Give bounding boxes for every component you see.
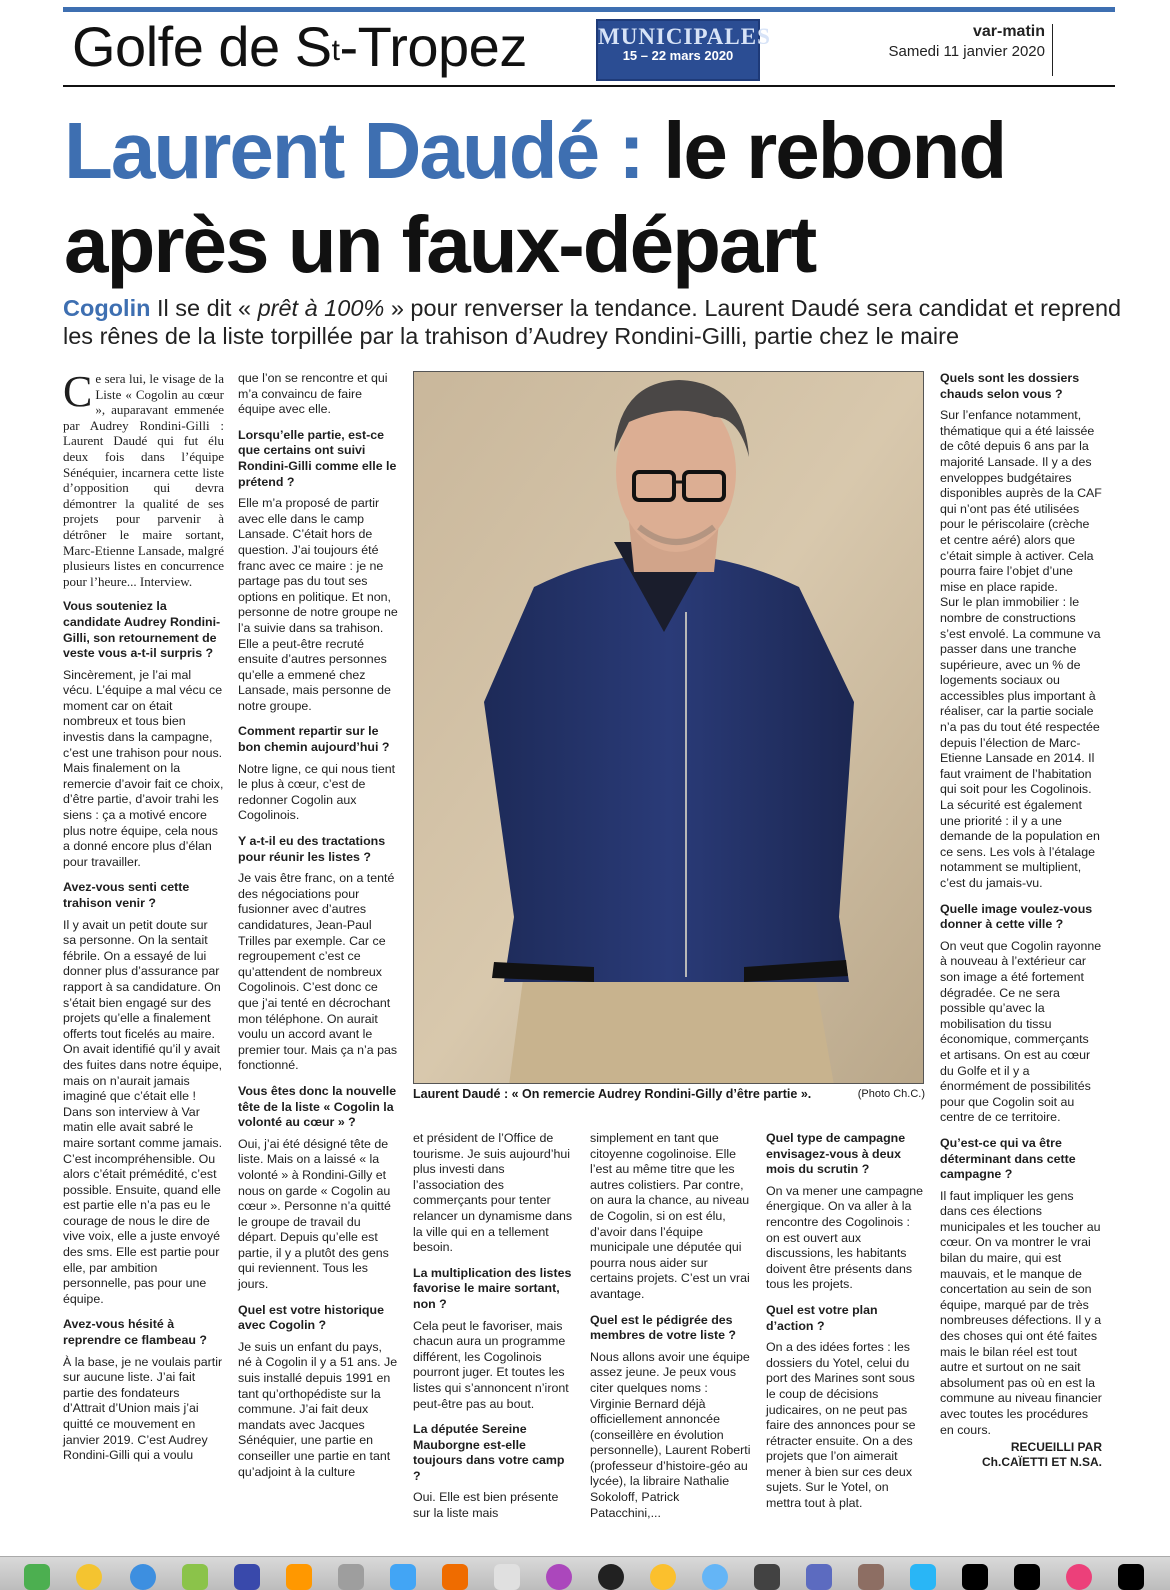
app-icon[interactable] — [546, 1564, 572, 1590]
os-dock — [0, 1556, 1170, 1590]
answer: À la base, je ne voulais partir sur aucune liste. J’ai fait partie des fondateurs d’Attrait d’Union mais j’ai quitté ce mouvement en janvier 2019. C’est Audrey Rondini-Gilli qui a voulu — [63, 1354, 223, 1463]
article-column-1 — [63, 367, 224, 1470]
question: Lorsqu’elle partie, est-ce que certains ont suivi Rondini-Gilli comme elle le prétend ? — [238, 427, 397, 489]
subheadline: Cogolin Il se dit « prêt à 100% » pour renverser la tendance. Laurent Daudé sera candidat et reprend les rênes de la liste torpillée par la trahison d’Audrey Rondini-Gilli, partie chez le maire — [63, 295, 1122, 349]
answer: que l’on se rencontre et qui m’a convaincu de faire équipe avec elle. — [238, 371, 388, 417]
app-icon[interactable] — [234, 1564, 260, 1590]
app-icon[interactable] — [130, 1564, 156, 1590]
answer: On veut que Cogolin rayonne à nouveau à l’extérieur car son image a été fortement dégradée. Ce ne sera possible qu’avec la mobilisation du tissu économique, commerçants et artisans. On est au cœur du Golfe et il y a énormément de possibilités pour que Cogolin soit au centre de ce territoire. — [940, 938, 1102, 1125]
badge-dates: 15 – 22 mars 2020 — [622, 48, 734, 63]
lead-paragraph: Ce sera lui, le visage de la Liste « Cogolin au cœur », auparavant emmenée par Audrey Rondini-Gilli : Laurent Daudé qui fut élu deux fois dans l’équipe Sénéquier, incarnera cette liste d’opposition qui devra démontrer la qualité de ses projets pour parvenir à détrôner le maire sortant, Marc-Etienne Lansade, malgré plusieurs listes en concurrence pour l’heure... Interview. — [63, 367, 224, 589]
app-icon[interactable] — [24, 1564, 50, 1590]
caption-text: Laurent Daudé : « On remercie Audrey Rondini-Gilly d’être partie ». — [413, 1087, 812, 1101]
byline: RECUEILLI PAR Ch.CAÏETTI ET N.SA. — [982, 1440, 1102, 1470]
app-icon[interactable] — [962, 1564, 988, 1590]
answer: Je suis un enfant du pays, né à Cogolin il y a 51 ans. Je suis installé depuis 1991 en tant qu’orthopédiste sur la commune. J’ai fait deux mandats avec Jacques Sénéquier, une partie en conseiller une partie en tant qu’adjoint à la culture — [238, 1339, 398, 1479]
headline — [64, 104, 1124, 292]
question: La députée Sereine Mauborgne est-elle toujours dans votre camp ? — [413, 1422, 565, 1483]
drop-cap: C — [63, 367, 93, 416]
app-icon[interactable] — [286, 1564, 312, 1590]
photo-credit: (Photo Ch.C.) — [857, 1088, 925, 1100]
app-icon[interactable] — [338, 1564, 364, 1590]
answer: Nous allons avoir une équipe assez jeune. Je peux vous citer quelques noms : Virginie Bernard déjà officiellement annoncée (conseillère en évolution personnelle), Laurent Roberti (professeur d’histoire-géo au lycée), la libraire Nathalie Sokoloff, Patrick Patacchini,... — [590, 1349, 751, 1520]
paper-name: var-matin — [972, 23, 1045, 40]
badge-title: MUNICIPALES — [598, 24, 771, 49]
article-column-3 — [413, 1131, 575, 1528]
answer: Il y avait un petit doute sur sa personne. On la sentait fébrile. On a essayé de lui donner plus d’assurance par rapport à sa candidature. On s’était bien engagé sur des projets qu’elle a finalement offerts tout ficelés au maire. On avait identifié qu’il y avait des fuites dans notre équipe, mais on n’aurait jamais imaginé que c’était elle ! Dans son interview à Var matin elle avait sabré le maire sortant comme jamais. C’est incompréhensible. Ou alors c’était prémédité, c’est possible. Ensuite, quand elle est partie elle n’a pas eu le courage de nous le dire de vive voix, elle a juste envoyé des sms. Elle est partie pour elle, par ambition personnelle, pas pour une équipe. — [63, 917, 223, 1306]
app-icon[interactable] — [182, 1564, 208, 1590]
question: Vous souteniez la candidate Audrey Rondini-Gilli, son retournement de veste vous a-t-il surpris ? — [63, 599, 221, 661]
question: Avez-vous hésité à reprendre ce flambeau ? — [63, 1317, 207, 1348]
app-icon[interactable] — [910, 1564, 936, 1590]
question: Quel est le pédigrée des membres de votre liste ? — [590, 1312, 736, 1343]
app-icon[interactable] — [754, 1564, 780, 1590]
headline-part1: le rebond — [663, 106, 1006, 195]
question: La multiplication des listes favorise le maire sortant, non ? — [413, 1265, 572, 1311]
question: Quelle image voulez-vous donner à cette ville ? — [940, 901, 1093, 932]
section-title: Golfe de $S^t$-Tropez — [72, 15, 527, 78]
question: Quel est votre plan d’action ? — [766, 1302, 878, 1333]
app-icon[interactable] — [1014, 1564, 1040, 1590]
answer: On a des idées fortes : les dossiers du Yotel, celui du port des Marines sont sous le coup de décisions judicaires, on ne peut pas faire des annonces pour se rétracter ensuite. On a des projets que l’on aimerait mener à bien sur ces deux sujets. Sur le Yotel, on mettra tout à plat. — [766, 1340, 916, 1511]
app-icon[interactable] — [1118, 1564, 1144, 1590]
answer: Cela peut le favoriser, mais chacun aura un programme différent, les Cogolinois pourront juger. Et toutes les listes qui s’annoncent n’iront peut-être pas au bout. — [413, 1318, 569, 1411]
question: Comment repartir sur le bon chemin aujourd’hui ? — [238, 724, 390, 755]
answer: Oui. Elle est bien présente sur la liste mais — [413, 1490, 559, 1521]
answer: Je vais être franc, on a tenté des négociations pour fusionner avec d’autres candidatures, Jean-Paul Trilles par exemple. Car ce regroupement c’est ce qu’attendent de nombreux Cogolinois. C’est donc ce que j’ai tenté en décrochant mon téléphone. On aurait voulu un accord avant le premier tour. Mais ça n’a pas fonctionné. — [238, 871, 398, 1073]
app-icon[interactable] — [390, 1564, 416, 1590]
question: Quel type de campagne envisagez-vous à deux mois du scrutin ? — [766, 1131, 906, 1177]
headline-name: Laurent Daudé : — [64, 106, 643, 195]
answer: simplement en tant que citoyenne cogolinoise. Elle l’est au même titre que les autres colistiers. Par contre, on aura la chance, au niveau de Cogolin, si on est élu, d’avoir dans l’équipe municipale une députée qui pourra nous aider sur certains projets. C’est un vrai avantage. — [590, 1131, 750, 1301]
photo-caption — [413, 1086, 925, 1102]
masthead — [889, 22, 1046, 62]
municipales-badge — [596, 19, 771, 81]
answer: Elle m’a proposé de partir avec elle dans le camp Lansade. C’était hors de question. J’ai toujours été franc avec ce maire : je ne partage pas du tout ses options en politique. Et non, personne de notre groupe ne l’a suivie dans sa trahison. Elle a peut-être recruté ensuite d’autres personnes qu’elle a emmené chez Lansade, mais personne de notre groupe. — [238, 496, 398, 713]
app-icon[interactable] — [858, 1564, 884, 1590]
question: Y a-t-il eu des tractations pour réunir les listes ? — [238, 834, 386, 864]
app-icon[interactable] — [650, 1564, 676, 1590]
article-column-4 — [590, 1131, 752, 1527]
question: Quels sont les dossiers chauds selon vous ? — [940, 371, 1080, 401]
answer: Sur le plan immobilier : le nombre de constructions s’est envolé. La commune va passer dans une tranche supérieure, avec un % de logements sociaux ou accessibles plus important à réaliser, car la partie sociale n’a pas du tout été respectée depuis l’élection de Marc-Etienne Lansade en 2014. Il faut vraiment de l’habitation qui soit pour les Cogolinois. La sécurité est également une priorité : il y a une demande de la population en ce sens. Les vols à l’étalage notamment se multiplient, c’est du jamais-vu. — [940, 595, 1101, 890]
answer: Sincèrement, je l’ai mal vécu. L’équipe a mal vécu ce moment car on était nombreux et tous bien investis dans la campagne, c’est une trahison pour nous. Mais finalement on la remercie d’avoir fait ce choix, d’être partie, d’avoir trahi les siens : ça a motivé encore plus notre équipe, cela nous a donné encore plus d’élan pour travailler. — [63, 667, 224, 869]
app-icon[interactable] — [442, 1564, 468, 1590]
answer: Notre ligne, ce qui nous tient le plus à cœur, c’est de redonner Cogolin aux Cogolinois. — [238, 761, 396, 823]
article-column-6 — [940, 371, 1102, 1470]
subhead-city: Cogolin — [63, 295, 151, 321]
article-column-5 — [766, 1131, 927, 1518]
header-rule — [63, 85, 1115, 87]
issue-date: Samedi 11 janvier 2020 — [888, 43, 1045, 60]
app-icon[interactable] — [76, 1564, 102, 1590]
top-color-bar — [63, 7, 1115, 12]
question: Qu’est-ce qui va être déterminant dans cette campagne ? — [940, 1135, 1076, 1182]
portrait-illustration — [414, 372, 924, 1084]
answer: Oui, j’ai été désigné tête de liste. Mais on a laissé « la volonté » à Rondini-Gilly et nous on garde « Cogolin au cœur ». Personne n’a quitté le groupe de travail du départ. Depuis qu’elle est partie, il y a plutôt des gens qui reviennent. Tous les jours. — [238, 1136, 391, 1292]
portrait-photo — [413, 371, 924, 1084]
question: Avez-vous senti cette trahison venir ? — [63, 880, 190, 910]
app-icon[interactable] — [494, 1564, 520, 1590]
answer: Sur l’enfance notamment, thématique qui a été laissée de côté depuis 6 ans par la majorité Lansade. Il y a des enveloppes budgétaires disponibles auprès de la CAF qui n’ont pas été utilisées pour le périscolaire (crèche et centre aéré) alors que c’était simple à activer. Cela pourra faire l’objet d’une mise en place rapide. — [940, 408, 1102, 594]
app-icon[interactable] — [1066, 1564, 1092, 1590]
article-column-2 — [238, 371, 399, 1486]
headline-part2: après un faux-départ — [64, 200, 816, 289]
app-icon[interactable] — [598, 1564, 624, 1590]
answer: On va mener une campagne énergique. On va aller à la rencontre des Cogolinois : on est ouvert aux discussions, les habitants doivent être présents dans tous les projets. — [766, 1183, 924, 1292]
app-icon[interactable] — [702, 1564, 728, 1590]
question: Quel est votre historique avec Cogolin ? — [238, 1302, 384, 1333]
question: Vous êtes donc la nouvelle tête de la liste « Cogolin la volonté au cœur » ? — [238, 1083, 397, 1130]
answer: Il faut impliquer les gens dans ces élections municipales et les toucher au cœur. On va montrer le vrai bilan du maire, qui est mauvais, et le manque de concertation au sein de son équipe, marqué par de très nombreuses défections. Il y a des choses qui ont été faites mais le bilan réel est tout autre et surtout on ne sait absolument pas où en est la commune au niveau financier avec toutes les procédures en cours. — [940, 1188, 1102, 1437]
answer: et président de l’Office de tourisme. Je suis aujourd’hui plus investi dans l’association des commerçants pour tenter relancer un dynamisme dans la ville qui en a tellement besoin. — [413, 1131, 573, 1255]
app-icon[interactable] — [806, 1564, 832, 1590]
masthead-divider — [1052, 24, 1053, 76]
